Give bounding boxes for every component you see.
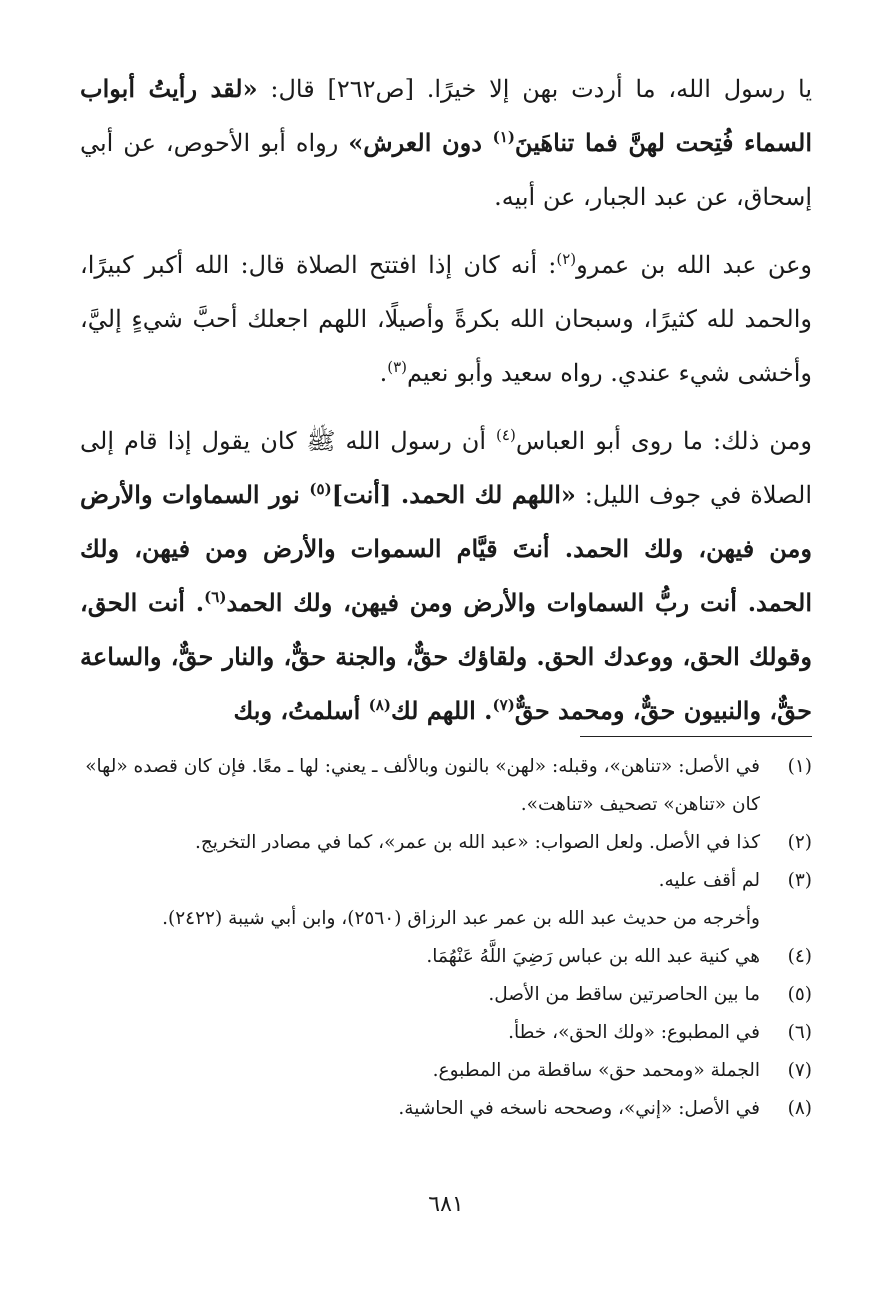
paragraph-3 [80,414,812,738]
footnote-number: (٣) [787,870,812,891]
footnote-number: (٤) [787,946,812,967]
footnote-text: في الأصل: «تناهن»، وقبله: «لهن» بالنون وبالألف ـ يعني: لها ـ معًا. فإن كان قصده «لها» كان «تناهن» تصحيف «تناهت». [85,756,760,815]
footnote-5 [80,976,812,1014]
footnote-ref-8[interactable]: (٨) [368,696,391,714]
text-run: أن رسول الله ﷺ كان يقول إذا قام إلى الصلاة في جوف الليل: [80,427,812,509]
footnote-4 [80,938,812,976]
footnote-ref-4[interactable]: (٤) [496,426,516,444]
footnote-separator [580,736,812,737]
hadith-quote: «اللهم لك الحمد. [أنت] [331,480,576,509]
footnote-1 [80,748,812,824]
footnote-ref-6[interactable]: (٦) [204,588,227,606]
hadith-quote: أسلمتُ، وبك [233,696,369,725]
footnote-6 [80,1014,812,1052]
footnote-number: (١) [787,756,812,777]
footnote-7 [80,1052,812,1090]
hadith-quote: . اللهم لك [390,696,493,725]
hadith-quote: . أنت الحق، وقولك الحق، ووعدك الحق. ولقاؤك حقٌّ، والجنة حقٌّ، والنار حقٌّ، والساعة حقٌّ، والنبيون حقٌّ، ومحمد حقٌّ [80,588,812,725]
footnote-number: (٧) [787,1060,812,1081]
text-run: يا رسول الله، ما أردت بهن إلا خيرًا. [ص٢٦٢] قال: [257,75,813,103]
footnote-text: كذا في الأصل. ولعل الصواب: «عبد الله بن عمر»، كما في مصادر التخريج. [194,832,760,853]
footnote-text: ما بين الحاصرتين ساقط من الأصل. [488,984,760,1005]
footnote-number: (٦) [787,1022,812,1043]
paragraph-2 [80,238,812,400]
footnote-text: في الأصل: «إني»، وصححه ناسخه في الحاشية. [398,1098,760,1119]
text-run: : أنه كان إذا افتتح الصلاة قال: الله أكبر كبيرًا، والحمد لله كثيرًا، وسبحان الله بكرةً وأصيلًا، اللهم اجعلك أحبَّ شيءٍ إليَّ، وأخشى شيء عندي. رواه سعيد وأبو نعيم [80,251,812,387]
footnote-ref-5[interactable]: (٥) [309,480,332,498]
hadith-quote: دون العرش» [348,128,493,157]
hadith-quote: نور السماوات والأرض ومن فيهن، ولك الحمد. أنتَ قيَّام السموات والأرض ومن فيهن، ولك الحمد. أنت ربُّ السماوات والأرض ومن فيهن، ولك الحمد [80,480,812,617]
footnote-number: (٥) [787,984,812,1005]
footnote-8 [80,1090,812,1128]
text-run: رواه أبو الأحوص، عن أبي إسحاق، عن عبد الجبار، عن أبيه. [80,129,812,211]
footnote-text: في المطبوع: «ولك الحق»، خطأ. [508,1022,760,1043]
page-number: ٦٨١ [428,1192,464,1217]
paragraph-1 [80,62,812,224]
footnote-ref-7[interactable]: (٧) [492,696,515,714]
footnote-number: (٨) [787,1098,812,1119]
footnote-ref-2[interactable]: (٢) [556,250,577,268]
footnote-number: (٢) [787,832,812,853]
footnote-ref-3[interactable]: (٣) [387,358,407,376]
footnote-3-continuation: وأخرجه من حديث عبد الله بن عمر عبد الرزاق (٢٥٦٠)، وابن أبي شيبة (٢٤٢٢). [162,908,760,929]
footnote-text: الجملة «ومحمد حق» ساقطة من المطبوع. [432,1060,760,1081]
footnote-text: هي كنية عبد الله بن عباس رَضِيَ اللَّهُ عَنْهُمَا. [426,946,760,967]
footnotes [80,748,812,1128]
text-run: وعن عبد الله بن عمرو [576,251,812,279]
footnote-text: لم أقف عليه. [658,870,760,891]
main-text [80,62,812,752]
footnote-2 [80,824,812,862]
text-run: . [379,359,388,387]
footnote-ref-1[interactable]: (١) [492,128,515,146]
text-run: ومن ذلك: ما روى أبو العباس [515,427,812,455]
footnote-3 [80,862,812,900]
hadith-quote: «لقد رأيتُ أبواب السماء فُتِحت لهنَّ فما تناهَينَ [80,74,813,157]
